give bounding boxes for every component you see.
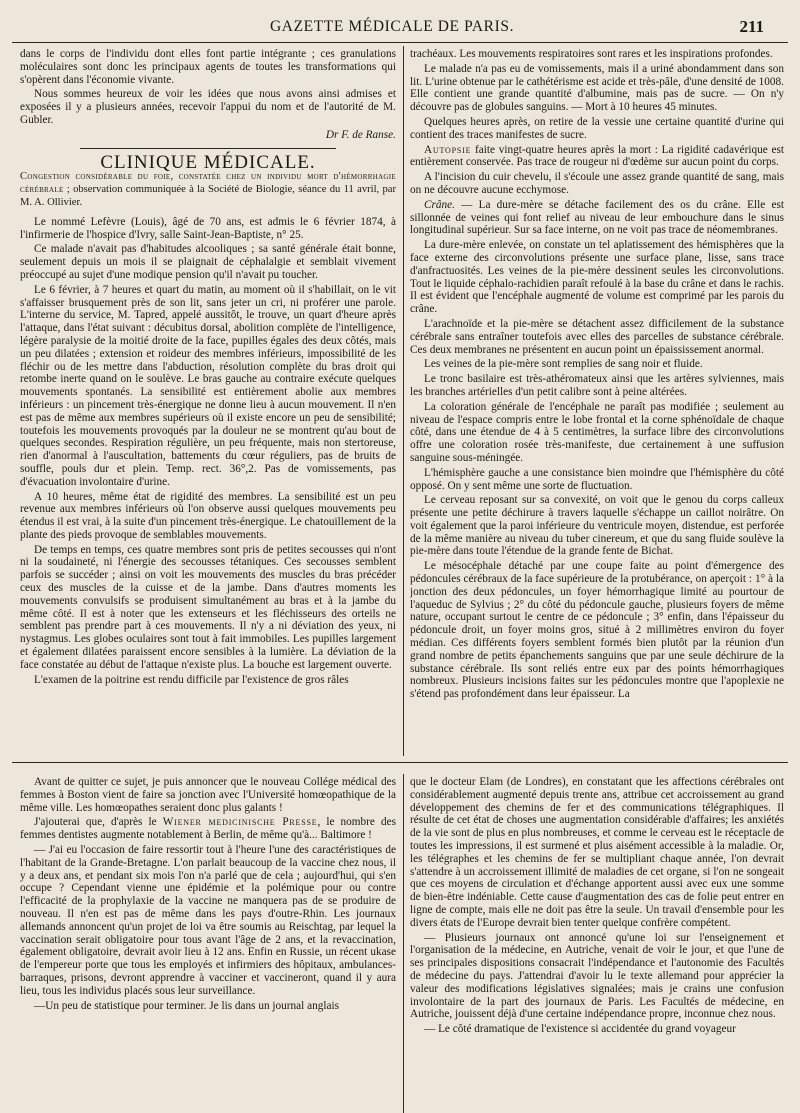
page-number: 211: [739, 17, 764, 36]
header-rule: [12, 42, 788, 43]
paragraph-text: , le nombre des femmes dentistes augmente notablement à Berlin, de même qu'à... Baltimore !: [20, 816, 396, 842]
running-head: [0, 18, 800, 42]
journal-reference: Wiener medicinische Presse: [162, 816, 318, 829]
paragraph: Le mésocéphale détaché par une coupe faite au point d'émergence des pédoncules cérébraux de la face supérieure de la protubérance, on aperçoit : 1° à la jonction des deux pédoncules, un foyer hémorrhagique limité au pourtour de l'aqueduc de Sylvius ; 2° du côté du pédoncule gauche, plusieurs foyers de même nature, occupant surtout le centre de ce pédoncule ; 3° enfin, dans l'épaisseur du pédoncule droit, un foyer moins gros, situé à 2 millimètres environ du foyer médian. Ces différents foyers semblent formés bien plutôt par la réunion d'un grand nombre de petits épanchements sanguins que par une seule déchirure de la substance cérébrale. Ils sont reliés entre eux par des points hémorrhagiques nombreux. Plusieurs incisions faites sur les pédoncules montre que l'apoplexie ne s'étend pas profondément dans leur épaisseur. La: [410, 560, 784, 701]
autopsy-label: Autopsie: [424, 143, 472, 156]
column-divider-lower: [403, 774, 404, 1113]
case-title-rest: ; observation communiquée à la Société de Biologie, séance du 11 avril, par M. A. Ollivier.: [20, 184, 396, 208]
paragraph: — J'ai eu l'occasion de faire ressortir tout à l'heure l'une des caractéristiques de l'habitant de la Grande-Bretagne. L'on parlait beaucoup de la vaccine chez nous, il y a deux ans, et pendant six mois l'on n'a parlé que de cela ; aujourd'hui, qui s'en occupe ? Cependant vienne une épidémie et la polémique pour ou contre l'efficacité de la prophylaxie de la vaccine ne manquera pas de se produire de nouveau. Il n'en est pas de même dans les pays d'outre-Rhin. Les journaux allemands annoncent qu'un projet de loi va être soumis au Reischtag, par lequel la vaccination serait obligatoire pour tous avant l'âge de 2 ans, et la revaccination, également obligatoire, devrait avoir lieu à 12 ans. Enfin en Russie, un récent ukase de l'empereur porte que tous les employés et infirmiers des hôpitaux, ambulances-barraques, prisons, devront apprendre à vacciner et vaccineront, quand il y aura lieu, tous les individus placés sous leur surveillance.: [20, 843, 396, 997]
paragraph: Les veines de la pie-mère sont remplies de sang noir et fluide.: [424, 358, 703, 371]
paragraph: L'hémisphère gauche a une consistance bien moindre que l'hémisphère du côté opposé. On y sent même une sorte de fluctuation.: [410, 466, 784, 492]
paragraph: A l'incision du cuir chevelu, il s'écoule une assez grande quantité de sang, mais on ne découvre aucune ecchymose.: [410, 171, 784, 196]
paragraph: L'arachnoïde et la pie-mère se détachent assez difficilement de la substance cérébrale sans entraîner toutefois avec elles des parcelles de substance cérébrale. Ces deux membranes ne présentent en aucun point un épaississement anormal.: [410, 317, 784, 356]
paragraph: [410, 144, 784, 170]
case-title-caps: Congestion considérable du foie, constatée chez un individu mort d'hémorrhagie cérébrale: [20, 171, 396, 196]
paragraph: A 10 heures, même état de rigidité des membres. La sensibilité est un peu revenue aux membres inférieurs où l'on observe aussi quelques mouvements peu étendus il est vrai, à la suite d'un pincement très-énergique. Le chatouillement de la plante des pieds provoque de semblables mouvements.: [20, 490, 396, 541]
paragraph: Nous sommes heureux de voir les idées que nous avons ainsi admises et exposées il y a plusieurs années, recevoir l'appui du nom et de l'autorité de M. Gubler.: [20, 88, 396, 126]
lower-left-column: [20, 776, 396, 1112]
paragraph: [410, 199, 784, 237]
lower-right-column: [410, 776, 784, 1112]
paragraph: [20, 816, 396, 842]
paragraph: — Le côté dramatique de l'existence si accidentée du grand voyageur: [424, 1023, 736, 1036]
paragraph: dans le corps de l'individu dont elles font partie intégrante ; ces granulations moléculaires sont donc les principaux agents de toutes les transformations qui s'opèrent dans l'économie vivante.: [20, 48, 396, 86]
paragraph: Avant de quitter ce sujet, je puis annoncer que le nouveau Collége médical des femmes à Boston vient de faire sa jonction avec l'Université homœopathique de la même ville. Les homœopathes seraient donc plus galants !: [20, 776, 396, 814]
section-divider: [12, 762, 788, 763]
paragraph: Le malade n'a pas eu de vomissements, mais il a uriné abondamment dans son lit. L'urine obtenue par le cathétérisme est acide et très-pâle, d'une densité de 1008. Elle contient une grande quantité d'albumine, mais pas de sucre. — On n'y découvre pas de globules sanguins. — Mort à 10 heures 45 minutes.: [410, 62, 784, 114]
paragraph: Ce malade n'avait pas d'habitudes alcooliques ; sa santé générale était bonne, seulement depuis un mois il se plaignait de céphalalgie et semblait vivement préoccupé au sujet d'une modique pension qu'il n'avait pu toucher.: [20, 243, 396, 281]
upper-left-column: [20, 48, 396, 751]
paragraph: La coloration générale de l'encéphale ne paraît pas modifiée ; seulement au niveau de l'espace compris entre le lobe frontal et la corne sphénoïdale de chaque côté, dans une étendue de 4 à 5 centimètres, la surface libre des circonvolutions offre une coloration rosée très-manifeste, due certainement à une suffusion sanguine sous-méningée.: [410, 400, 784, 464]
paragraph: Le 6 février, à 7 heures et quart du matin, au moment où il s'habillait, on le vit s'affaisser brusquement près de son lit, sans jeter un cri, ni proférer une parole. L'interne du service, M. Tapred, appelé aussitôt, le trouve, un quart d'heure après l'attaque, dans l'état suivant : décubitus dorsal, abolition complète de l'intelligence, légère paralysie de la moitié droite de la face, pupilles égales des deux côtés, mais un peu dilatées ; extension et roideur des membres inférieurs, impossibilité de les fléchir ou de les mettre dans l'abduction, résolution complète du bras droit qui retombe inerte quand on le soulève. Le bras gauche au contraire exécute quelques mouvements spontanés. La sensibilité est entièrement abolie aux membres inférieurs : un pincement très-énergique ne donne lieu à aucun mouvement. Il n'en est pas de même aux membres supérieurs où il existe encore un peu de sensibilité; toutefois les mouvements provoqués par la douleur ne se montrent qu'au bout de quelques secondes. Respiration régulière, un peu fréquente, mais non stertoreuse, rien d'anormal à l'auscultation, battements du cœur réguliers, pas de bruits de souffle, pouls dur et plein. Temp. rect. 36°,2. Pas de vomissements, pas d'évacuation involontaire d'urine.: [20, 283, 396, 488]
paragraph: Quelques heures après, on retire de la vessie une certaine quantité d'urine qui contient des traces manifestes de sucre.: [410, 115, 784, 141]
paragraph: Le tronc basilaire est très-athéromateux ainsi que les artères sylviennes, mais les branches artérielles d'un petit calibre sont à peine altérées.: [410, 373, 784, 398]
paragraph: De temps en temps, ces quatre membres sont pris de petites secousses qui n'ont ni la soudaineté, ni l'énergie des secousses tétaniques. Ces secousses semblent parfois se succéder ; ainsi on voit les mouvements des muscles du bras précéder ceux des muscles de la cuisse et de la jambe. Dans d'autres moments les mouvements convulsifs se produisent simultanément au bras et à la jambe du même côté. Il est à noter que les extenseurs et les fléchisseurs des orteils ne semblent pas prendre part à ces mouvements. Il n'y a ni déviation des yeux, ni nystagmus. Les globes oculaires sont tout à fait immobiles. Les pupilles largement et également dilatées paraissent encore sensibles à la lumière. La déviation de la face constatée au début de l'attaque n'existe plus. La bouche est largement ouverte.: [20, 543, 396, 671]
paragraph: — Plusieurs journaux ont annoncé qu'une loi sur l'enseignement et l'organisation de la médecine, en Autriche, venait de voir le jour, et que l'une de ses principales dispositions consacrait l'indépendance et l'autonomie des Facultés de médecine du pays. J'attendrai d'avoir lu le texte allemand pour apprécier la valeur des modifications législatives signalées; mais je crains une confusion involontaire de la part des journaux de Paris. Les Facultés de médecine, en Autriche, jouissent déjà d'une certaine indépendance propre, inconnue chez nous.: [410, 931, 784, 1021]
section-heading: CLINIQUE MÉDICALE.: [100, 151, 316, 173]
column-divider-upper: [403, 46, 404, 756]
paragraph: trachéaux. Les mouvements respiratoires sont rares et les inspirations profondes.: [410, 48, 773, 60]
heading-rule: [80, 148, 336, 149]
paragraph-text: J'ajouterai que, d'après le: [34, 816, 163, 829]
author-signature: Dr F. de Ranse.: [325, 128, 396, 141]
upper-right-column: [410, 48, 784, 751]
paragraph: La dure-mère enlevée, on constate un tel aplatissement des hémisphères que la face externe des circonvolutions présente une surface plane, lisse, sans trace d'anfractuosités. Les veines de la pie-mère dessinent seules les circonvolutions. Tout le liquide céphalo-rachidien paraît refoulé à la base du crâne et dans le rachis. Il est évident que l'encéphale augmenté de volume est comprimé par les parois du crâne.: [410, 239, 784, 316]
paragraph: —Un peu de statistique pour terminer. Je lis dans un journal anglais: [34, 999, 339, 1012]
journal-title: GAZETTE MÉDICALE DE PARIS.: [270, 18, 515, 35]
paragraph-text: — La dure-mère se détache facilement des os du crâne. Elle est sillonnée de veines qui font relief au niveau de leur embouchure dans le sinus longitudinal supérieur. Sur sa face interne, on ne voit pas trace de néomembranes.: [410, 198, 784, 237]
paragraph-text: faite vingt-quatre heures après la mort : La rigidité cadavérique est entièrement conservée. Pas trace de rougeur ni d'œdème sur aucun point du corps.: [410, 143, 784, 169]
paragraph: que le docteur Elam (de Londres), en constatant que les affections cérébrales ont considérablement augmenté depuis trente ans, attribue cet accroissement au grand développement des chemins de fer et des communications télégraphiques. Il résulte de cet état de choses une augmentation considérable d'affaires; les anxiétés de la vie sont de plus en plus nombreuses, et comme le cerveau est le réceptacle de toutes les impressions, il est surmené et plus aisément accessible à la maladie. Or, les télégraphes et les chemins de fer se multipliant chaque année, l'on devrait s'attendre à un accroissement illimité de maladies de cet organe, si l'on ne songeait que ces moyens de circulation et d'échange apportent aussi avec eux une somme de bien-être indéniable. Cette cause d'augmentation des cas de folie peut entrer en ligne de compte, mais elle ne doit pas être la seule. Un travail d'ensemble pour les divers états de l'Europe devrait bien tenter quelque confrère compétent.: [410, 776, 784, 929]
paragraph: Le cerveau reposant sur sa convexité, on voit que le genou du corps calleux présente une petite déchirure à travers laquelle s'échappe un caillot noirâtre. On voit également que la paroi inférieure du ventricule moyen, distendue, est perforée de la même manière au niveau du tuber cinereum, et que du sang fluide soulève la pie-mère dans toute l'étendue de la grande fente de Bichat.: [410, 494, 784, 558]
skull-label: Crâne.: [424, 198, 455, 211]
paragraph: L'examen de la poitrine est rendu difficile par l'existence de gros râles: [34, 673, 349, 686]
paragraph: Le nommé Lefèvre (Louis), âgé de 70 ans, est admis le 6 février 1874, à l'infirmerie de l'hospice d'Ivry, salle Saint-Jean-Baptiste, n° 25.: [20, 215, 396, 241]
case-title: [20, 171, 396, 209]
